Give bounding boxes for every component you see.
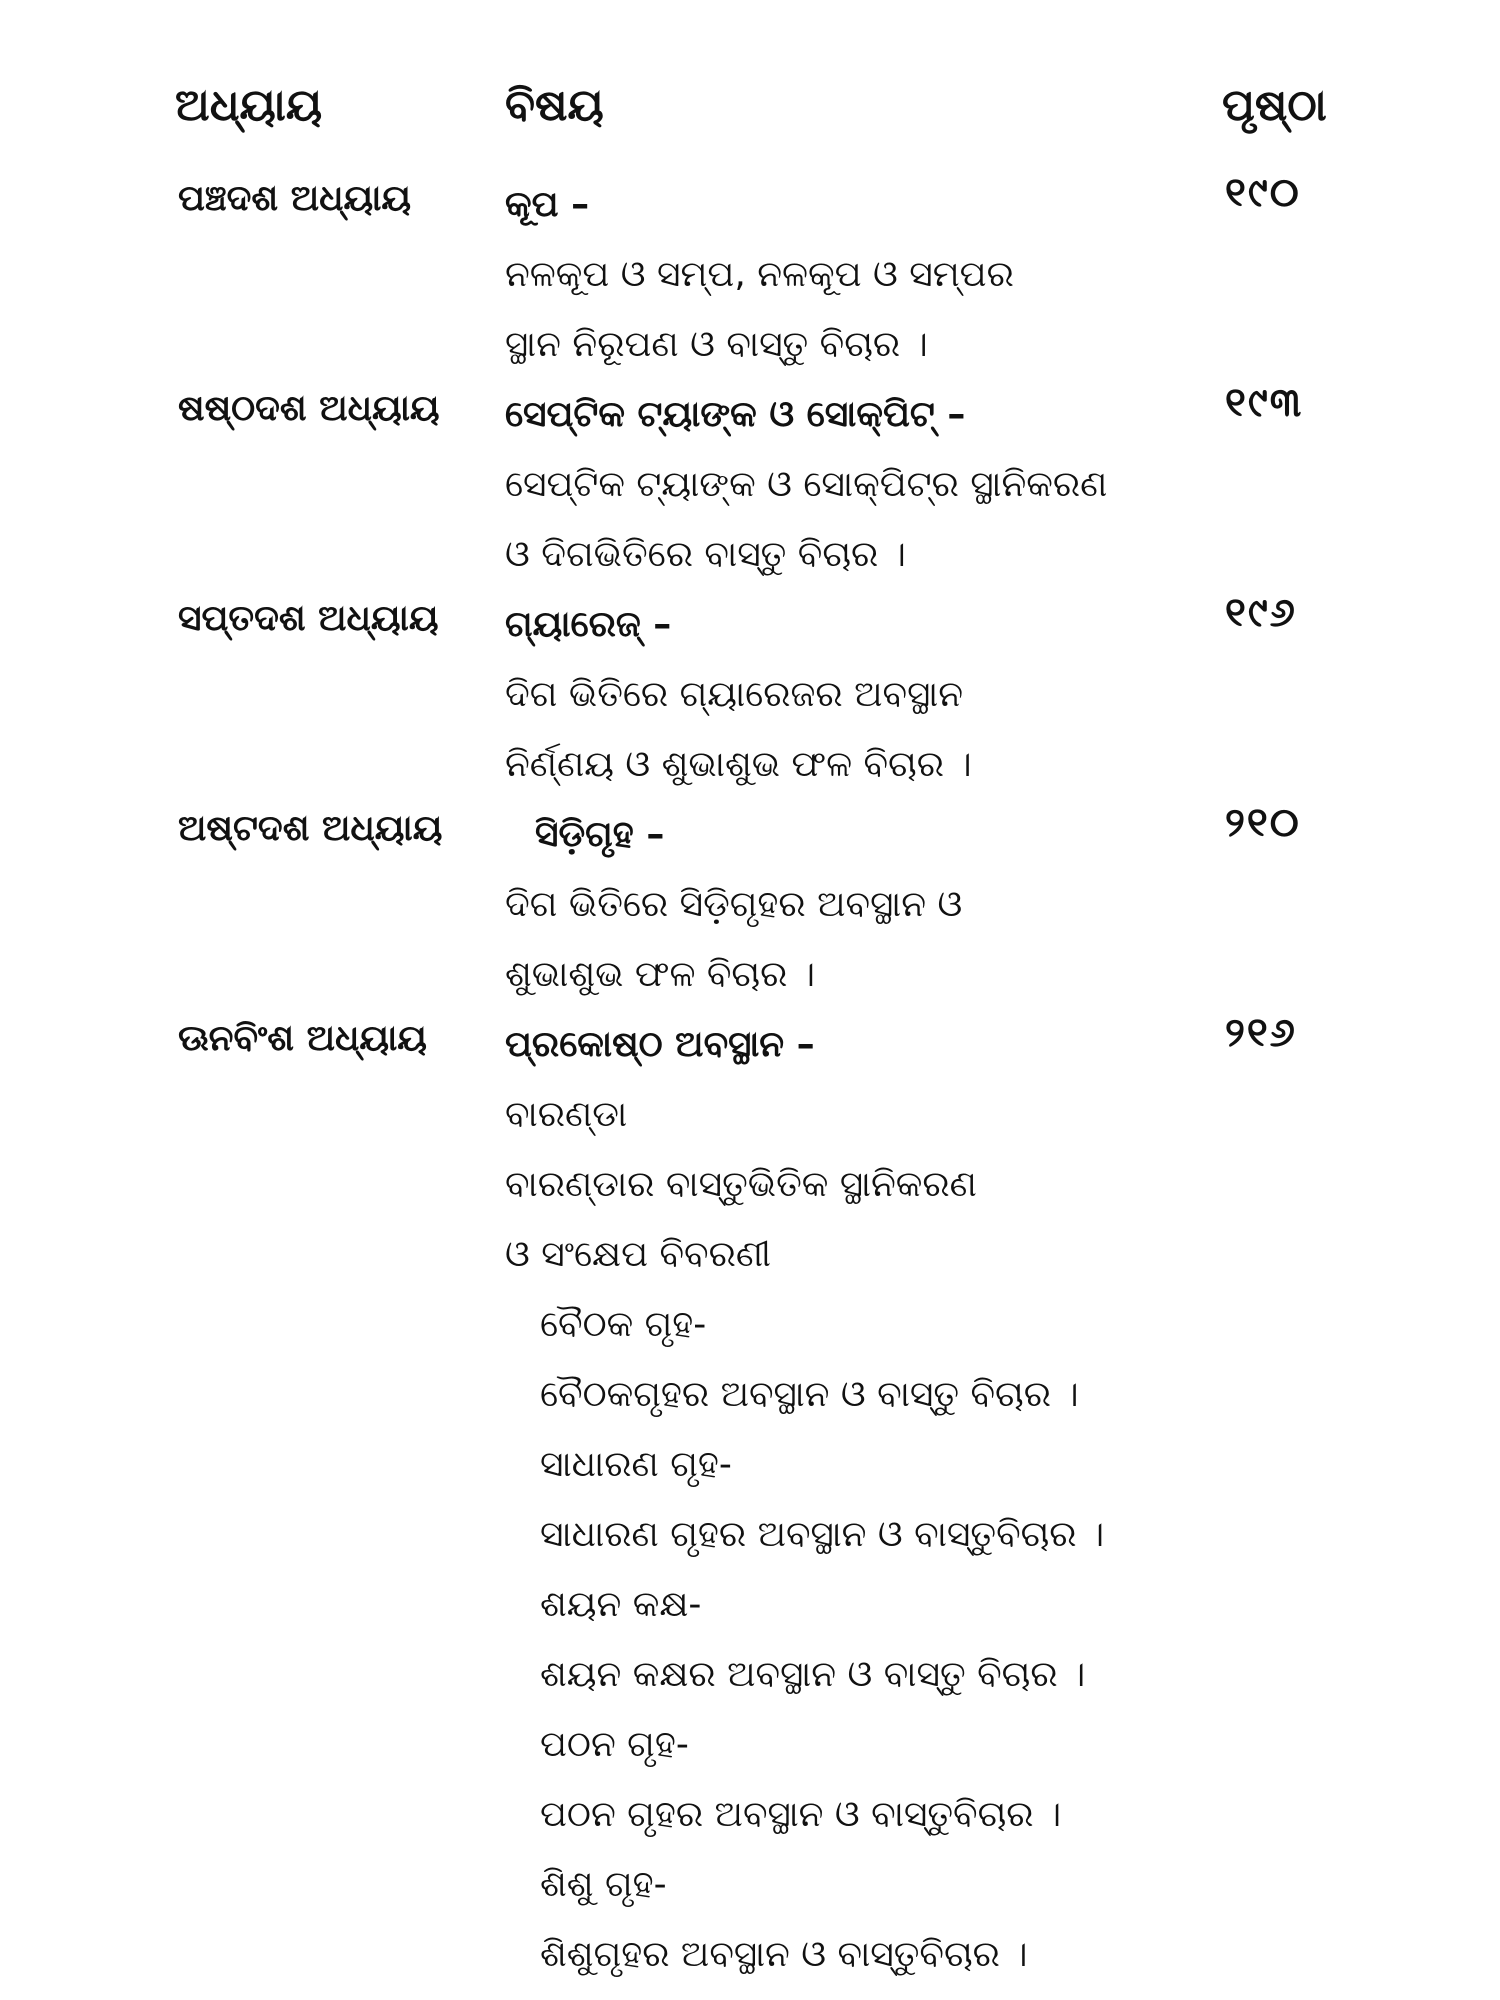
subject-line: ପଠନ ଗୃହ- [540,1724,689,1765]
page-number: ୧୯୦ [1225,170,1301,216]
page-number: ୨୧୬ [1225,1010,1297,1056]
chapter-name: ଅଷ୍ଟଦଶ ଅଧ୍ୟାୟ [178,808,443,849]
subject-line: ଶିଶୁଗୃହର ଅବସ୍ଥାନ ଓ ବାସ୍ତୁବିଚାର । [540,1934,1028,1975]
chapter-name: ସପ୍ତଦଶ ଅଧ୍ୟାୟ [178,598,439,639]
subject-line: ଶୟନ କକ୍ଷ- [540,1584,702,1625]
toc-entries [0,170,1500,1990]
subject-column-header: ବିଷୟ [505,80,604,131]
subject-title: ସେପ୍ଟିକ ଟ୍ୟାଙ୍କ ଓ ସୋକ୍‌ପିଟ୍ – [505,394,966,435]
subject-line: ନଳକୂପ ଓ ସମ୍ପ, ନଳକୂପ ଓ ସମ୍ପର [505,254,1014,295]
chapter-name: ଊନବିଂଶ ଅଧ୍ୟାୟ [178,1018,427,1059]
toc-entry-19 [0,1010,1500,1990]
subject-lines [505,800,1500,1010]
subject-line: ଓ ଦିଗଭିତିରେ ବାସ୍ତୁ ବିଚାର । [505,534,906,575]
page-column-header: ପୃଷ୍ଠା [1222,80,1327,131]
chapter-name: ଷଷ୍ଠଦଶ ଅଧ୍ୟାୟ [178,388,440,429]
subject-line: ନିର୍ଣ୍ଣୟ ଓ ଶୁଭାଶୁଭ ଫଳ ବିଚାର । [505,744,972,785]
subject-line: ଓ ସଂକ୍ଷେପ ବିବରଣୀ [505,1234,771,1275]
subject-title: ସିଡ଼ିଗୃହ – [535,814,665,855]
subject-lines [505,1010,1500,1990]
toc-entry-16 [0,380,1500,590]
subject-line: ଶୁଭାଶୁଭ ଫଳ ବିଚାର । [505,954,816,995]
subject-line: ସାଧାରଣ ଗୃହ- [540,1444,732,1485]
toc-entry-18 [0,800,1500,1010]
subject-lines [505,380,1500,590]
page-number: ୧୯୬ [1225,590,1297,636]
chapter-name: ପଞ୍ଚଦଶ ଅଧ୍ୟାୟ [178,178,412,219]
subject-line: ବୈଠକଗୃହର ଅବସ୍ଥାନ ଓ ବାସ୍ତୁ ବିଚାର । [540,1374,1079,1415]
subject-lines [505,170,1500,380]
subject-line: ଶିଶୁ ଗୃହ- [540,1864,667,1905]
subject-title: କୂପ – [505,184,590,225]
subject-line: ଶୟନ କକ୍ଷର ଅବସ୍ଥାନ ଓ ବାସ୍ତୁ ବିଚାର । [540,1654,1086,1695]
subject-line: ସାଧାରଣ ଗୃହର ଅବସ୍ଥାନ ଓ ବାସ୍ତୁବିଚାର । [540,1514,1105,1555]
chapter-column-header: ଅଧ୍ୟାୟ [175,80,323,131]
toc-header-row [0,80,1500,150]
subject-lines [505,590,1500,800]
subject-line: ପଠନ ଗୃହର ଅବସ୍ଥାନ ଓ ବାସ୍ତୁବିଚାର । [540,1794,1062,1835]
page-number: ୧୯୩ [1225,380,1304,426]
subject-line: ସେପ୍ଟିକ ଟ୍ୟାଙ୍କ ଓ ସୋକ୍‌ପିଟ୍‌ର ସ୍ଥାନିକରଣ [505,464,1108,505]
subject-line: ବାରଣ୍ଡା [505,1094,628,1135]
subject-line: ବୈଠକ ଗୃହ- [540,1304,707,1345]
subject-line: ଦିଗ ଭିତିରେ ସିଡ଼ିଗୃହର ଅବସ୍ଥାନ ଓ [505,884,963,925]
toc-entry-17 [0,590,1500,800]
subject-line: ଦିଗ ଭିତିରେ ଗ୍ୟାରେଜର ଅବସ୍ଥାନ [505,674,964,715]
subject-title: ପ୍ରକୋଷ୍ଠ ଅବସ୍ଥାନ – [505,1024,815,1065]
page-number: ୨୧୦ [1225,800,1301,846]
subject-line: ବାରଣ୍ଡାର ବାସ୍ତୁଭିତିକ ସ୍ଥାନିକରଣ [505,1164,977,1205]
subject-title: ଗ୍ୟାରେଜ୍ – [505,604,672,645]
subject-line: ସ୍ଥାନ ନିରୂପଣ ଓ ବାସ୍ତୁ ବିଚାର । [505,324,928,365]
toc-entry-15 [0,170,1500,380]
